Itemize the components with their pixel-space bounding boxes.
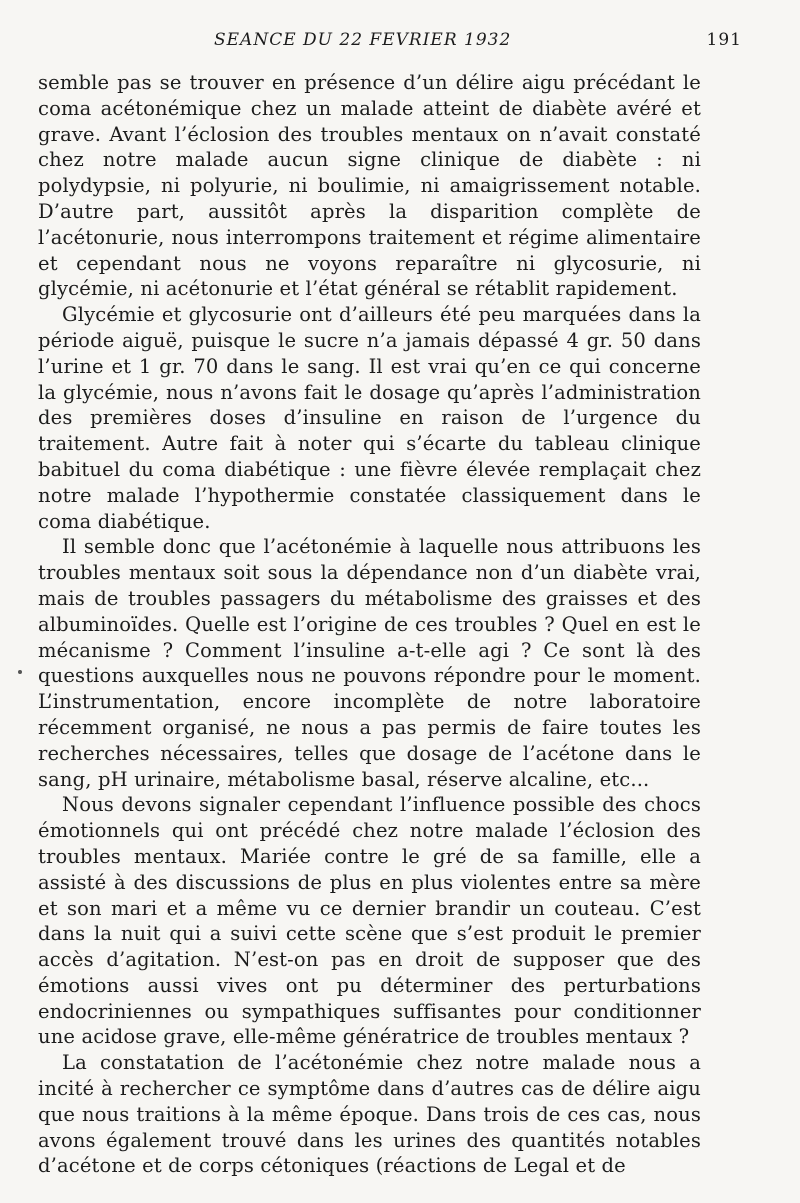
page-number: 191: [706, 30, 742, 50]
margin-dot-mark: [18, 670, 22, 674]
page-header: [38, 30, 740, 70]
paragraph-3: Il semble donc que l’acétonémie à laquelle nous attribuons les troubles mentaux soit sous la dépendance non d’un diabète vrai, mais de troubles passagers du métabolisme des graisses et des albuminoïdes. Quelle est l’origine de ces troubles ? Quel en est le mécanisme ? Comment l’insuline a-t-elle agi ? Ce sont là des questions auxquelles nous ne pouvons répondre pour le moment. L’instrumentation, encore incomplète de notre laboratoire récemment organisé, ne nous a pas permis de faire toutes les recherches nécessaires, telles que dosage de l’acétone dans le sang, pH urinaire, métabolisme basal, réserve alcaline, etc...: [38, 535, 701, 791]
paragraph-5: La constatation de l’acétonémie chez notre malade nous a incité à rechercher ce symptôme dans d’autres cas de délire aigu que nous traitions à la même époque. Dans trois de ces cas, nous avons également trouvé dans les urines des quantités notables d’acétone et de corps cétoniques (réactions de Legal et de: [38, 1051, 701, 1178]
paragraph-4: Nous devons signaler cependant l’influence possible des chocs émotionnels qui ont précédé chez notre malade l’éclosion des troubles mentaux. Mariée contre le gré de sa famille, elle a assisté à des discussions de plus en plus violentes entre sa mère et son mari et a même vu ce dernier brandir un couteau. C’est dans la nuit qui a suivi cette scène que s’est produit le premier accès d’agitation. N’est-on pas en droit de supposer que des émotions aussi vives ont pu déterminer des perturbations endocriniennes ou sympathiques suffisantes pour conditionner une acidose grave, elle-même génératrice de troubles mentaux ?: [38, 793, 701, 1049]
paragraph-1: semble pas se trouver en présence d’un délire aigu précédant le coma acétonémique chez un malade atteint de diabète avéré et grave. Avant l’éclosion des troubles mentaux on n’avait constaté chez notre malade aucun signe clinique de diabète : ni polydypsie, ni polyurie, ni boulimie, ni amaigrissement notable. D’autre part, aussitôt après la disparition complète de l’acétonurie, nous interrompons traitement et régime alimentaire et cependant nous ne voyons reparaître ni glycosurie, ni glycémie, ni acétonurie et l’état général se rétablit rapidement.: [38, 71, 701, 301]
running-head: SEANCE DU 22 FEVRIER 1932: [214, 30, 512, 50]
paragraph-2: Glycémie et glycosurie ont d’ailleurs été peu marquées dans la période aiguë, puisque le sucre n’a jamais dépassé 4 gr. 50 dans l’urine et 1 gr. 70 dans le sang. Il est vrai qu’en ce qui concerne la glycémie, nous n’avons fait le dosage qu’après l’administration des premières doses d’insuline en raison de l’urgence du traitement. Autre fait à noter qui s’écarte du tableau clinique babituel du coma diabétique : une fièvre élevée remplaçait chez notre malade l’hypothermie constatée classiquement dans le coma diabétique.: [38, 303, 701, 533]
body-text: [38, 70, 701, 1179]
